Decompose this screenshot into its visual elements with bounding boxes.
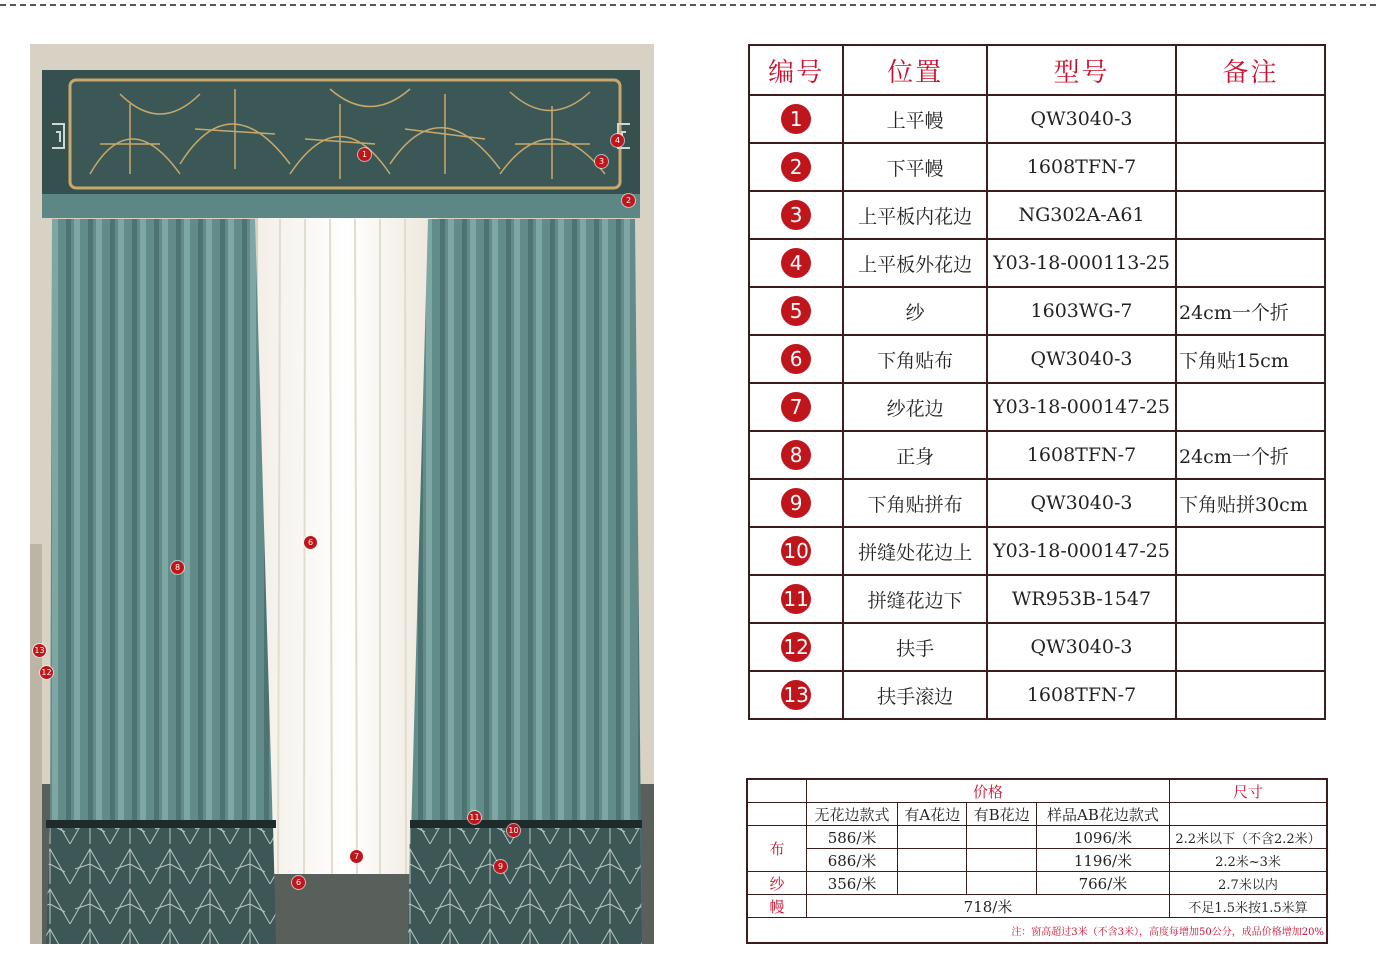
size-cell: 2.7米以内 xyxy=(1170,872,1328,895)
price-cell xyxy=(898,849,967,872)
note-cell xyxy=(1176,239,1325,287)
position-cell: 下角贴拼布 xyxy=(843,479,987,527)
header-note: 备注 xyxy=(1176,45,1325,95)
model-cell: WR953B-1547 xyxy=(987,575,1176,623)
header-model: 型号 xyxy=(987,45,1176,95)
price-cell: 356/米 xyxy=(807,872,898,895)
col-ab-lace: 样品AB花边款式 xyxy=(1036,803,1169,826)
row-number-badge: 7 xyxy=(781,392,811,422)
note-cell xyxy=(1176,95,1325,143)
marker-13: 13 xyxy=(34,646,45,655)
table-row xyxy=(749,671,1325,719)
price-row-valance xyxy=(747,895,1327,918)
table-row xyxy=(749,479,1325,527)
price-row-cloth-2 xyxy=(747,849,1327,872)
size-cell: 2.2米~3米 xyxy=(1170,849,1328,872)
marker-8: 8 xyxy=(171,561,184,574)
col-a-lace: 有A花边 xyxy=(898,803,967,826)
note-cell xyxy=(1176,143,1325,191)
row-number-badge: 9 xyxy=(781,488,811,518)
row-number-badge: 8 xyxy=(781,440,811,470)
label-valance: 幔 xyxy=(747,895,807,918)
marker-11: 11 xyxy=(469,813,480,822)
model-cell: QW3040-3 xyxy=(987,479,1176,527)
position-cell: 扶手滚边 xyxy=(843,671,987,719)
price-row-sheer xyxy=(747,872,1327,895)
marker-5: 6 xyxy=(304,536,317,549)
curtain-photo xyxy=(30,44,654,944)
model-cell: Y03-18-000147-25 xyxy=(987,527,1176,575)
model-cell: NG302A-A61 xyxy=(987,191,1176,239)
top-dashed-border xyxy=(0,4,1376,6)
row-number-badge: 6 xyxy=(781,344,811,374)
col-no-lace: 无花边款式 xyxy=(807,803,898,826)
position-cell: 扶手 xyxy=(843,623,987,671)
position-cell: 上平板外花边 xyxy=(843,239,987,287)
price-footnote: 注：窗高超过3米（不含3米），高度每增加50公分，成品价格增加20% xyxy=(747,918,1327,944)
model-cell: Y03-18-000147-25 xyxy=(987,383,1176,431)
position-cell: 上平板内花边 xyxy=(843,191,987,239)
marker-12: 12 xyxy=(41,668,52,677)
note-cell xyxy=(1176,383,1325,431)
table-row xyxy=(749,431,1325,479)
header-position: 位置 xyxy=(843,45,987,95)
table-header-row xyxy=(749,45,1325,95)
note-cell: 下角贴15cm xyxy=(1176,335,1325,383)
size-header: 尺寸 xyxy=(1170,779,1328,803)
row-number-badge: 1 xyxy=(781,104,811,134)
size-cell: 不足1.5米按1.5米算 xyxy=(1170,895,1328,918)
table-row xyxy=(749,575,1325,623)
model-cell: 1603WG-7 xyxy=(987,287,1176,335)
marker-2: 2 xyxy=(622,194,635,207)
row-number-badge: 12 xyxy=(781,632,811,662)
table-row xyxy=(749,143,1325,191)
table-row xyxy=(749,623,1325,671)
materials-table-body xyxy=(749,95,1325,719)
price-cell: 586/米 xyxy=(807,826,898,849)
price-cell xyxy=(898,872,967,895)
position-cell: 纱花边 xyxy=(843,383,987,431)
marker-7: 7 xyxy=(350,850,363,863)
position-cell: 正身 xyxy=(843,431,987,479)
position-cell: 纱 xyxy=(843,287,987,335)
curtain-illustration xyxy=(30,44,654,944)
price-cell: 1196/米 xyxy=(1036,849,1169,872)
marker-1: 1 xyxy=(358,148,371,161)
table-row xyxy=(749,239,1325,287)
row-number-badge: 5 xyxy=(781,296,811,326)
price-cell: 686/米 xyxy=(807,849,898,872)
row-number-badge: 4 xyxy=(781,248,811,278)
note-cell xyxy=(1176,671,1325,719)
header-num: 编号 xyxy=(749,45,843,95)
table-row xyxy=(749,95,1325,143)
position-cell: 下平幔 xyxy=(843,143,987,191)
row-number-badge: 3 xyxy=(781,200,811,230)
model-cell: 1608TFN-7 xyxy=(987,671,1176,719)
price-table xyxy=(746,778,1328,944)
price-cell xyxy=(967,872,1037,895)
marker-4: 4 xyxy=(611,134,624,147)
position-cell: 下角贴布 xyxy=(843,335,987,383)
row-number-badge: 10 xyxy=(781,536,811,566)
price-row-cloth-1 xyxy=(747,826,1327,849)
marker-9: 9 xyxy=(494,860,507,873)
note-cell: 24cm一个折 xyxy=(1176,431,1325,479)
model-cell: Y03-18-000113-25 xyxy=(987,239,1176,287)
price-cell xyxy=(967,849,1037,872)
price-cell: 1096/米 xyxy=(1036,826,1169,849)
size-cell: 2.2米以下（不含2.2米） xyxy=(1170,826,1328,849)
note-cell xyxy=(1176,575,1325,623)
position-cell: 拼缝处花边上 xyxy=(843,527,987,575)
table-row xyxy=(749,287,1325,335)
price-header: 价格 xyxy=(807,779,1170,803)
col-b-lace: 有B花边 xyxy=(967,803,1037,826)
note-cell xyxy=(1176,191,1325,239)
row-number-badge: 2 xyxy=(781,152,811,182)
price-cell xyxy=(898,826,967,849)
row-number-badge: 11 xyxy=(781,584,811,614)
note-cell: 24cm一个折 xyxy=(1176,287,1325,335)
position-cell: 拼缝花边下 xyxy=(843,575,987,623)
model-cell: 1608TFN-7 xyxy=(987,431,1176,479)
table-row xyxy=(749,383,1325,431)
table-row xyxy=(749,527,1325,575)
marker-3: 3 xyxy=(595,155,608,168)
model-cell: QW3040-3 xyxy=(987,335,1176,383)
price-cell: 766/米 xyxy=(1036,872,1169,895)
table-row xyxy=(749,335,1325,383)
note-cell xyxy=(1176,623,1325,671)
row-number-badge: 13 xyxy=(781,680,811,710)
table-row xyxy=(749,191,1325,239)
note-cell xyxy=(1176,527,1325,575)
model-cell: 1608TFN-7 xyxy=(987,143,1176,191)
marker-6: 6 xyxy=(292,876,305,889)
price-cell xyxy=(967,826,1037,849)
materials-table xyxy=(748,44,1326,720)
model-cell: QW3040-3 xyxy=(987,95,1176,143)
marker-10: 10 xyxy=(508,826,519,835)
model-cell: QW3040-3 xyxy=(987,623,1176,671)
position-cell: 上平幔 xyxy=(843,95,987,143)
label-cloth: 布 xyxy=(747,826,807,872)
price-cell-merged: 718/米 xyxy=(807,895,1170,918)
note-cell: 下角贴拼30cm xyxy=(1176,479,1325,527)
label-sheer: 纱 xyxy=(747,872,807,895)
